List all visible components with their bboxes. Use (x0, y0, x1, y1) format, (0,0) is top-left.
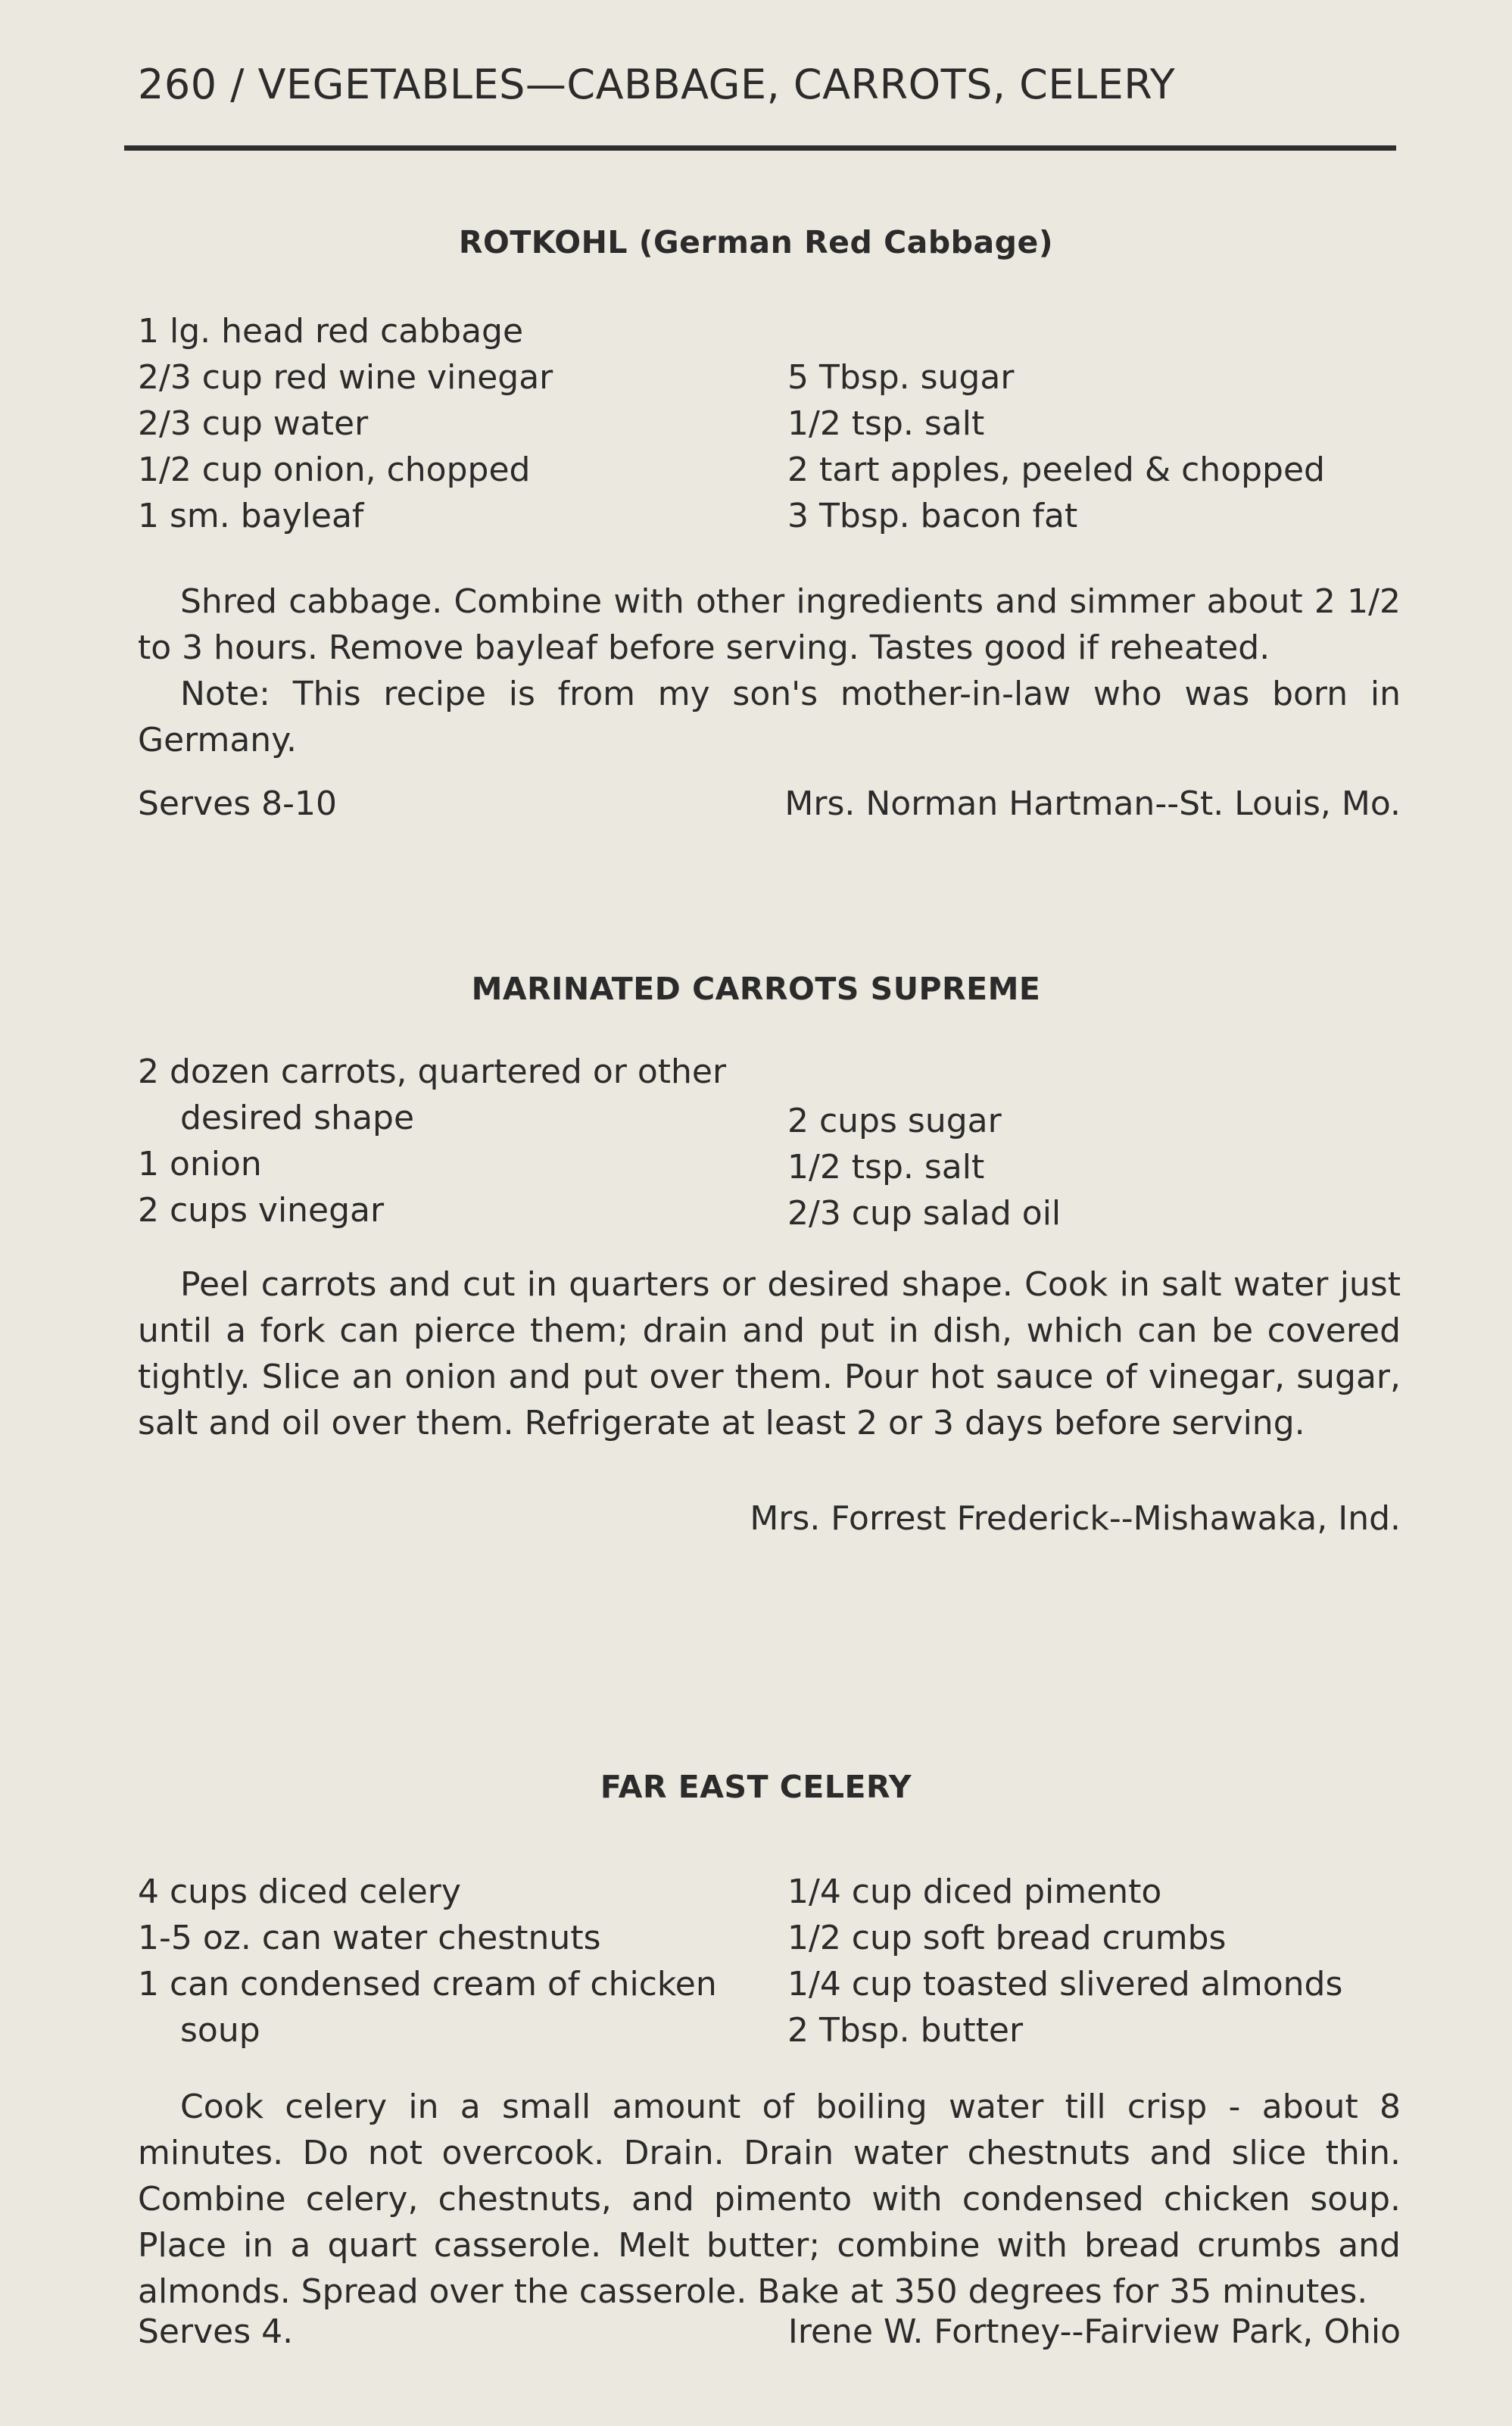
ingredient: soup (180, 2011, 260, 2050)
page-header: 260 / VEGETABLES—CABBAGE, CARROTS, CELERY (138, 61, 1176, 108)
ingredient: 2 tart apples, peeled & chopped (787, 451, 1325, 489)
ingredients-right (787, 354, 1325, 539)
recipe-title: ROTKOHL (German Red Cabbage) (458, 224, 1054, 260)
recipe-directions (138, 1261, 1401, 1446)
contributor: Mrs. Norman Hartman--St. Louis, Mo. (784, 784, 1401, 823)
recipe-title: MARINATED CARROTS SUPREME (471, 971, 1041, 1007)
contributor: Mrs. Forrest Frederick--Mishawaka, Ind. (750, 1499, 1401, 1538)
ingredient: 2/3 cup water (138, 404, 369, 443)
ingredient: 1/2 cup onion, chopped (138, 451, 531, 489)
ingredient: 1/2 tsp. salt (787, 404, 985, 443)
ingredient: 1 can condensed cream of chicken (138, 1965, 717, 2003)
ingredients-left (138, 308, 553, 539)
serves-text: Serves 4. (138, 2312, 294, 2351)
ingredient: 1/2 cup soft bread crumbs (787, 1919, 1227, 1957)
recipe-directions (138, 578, 1401, 763)
recipe-title: FAR EAST CELERY (600, 1769, 912, 1805)
ingredient: 1/4 cup toasted slivered almonds (787, 1965, 1343, 2003)
header-rule (124, 145, 1396, 151)
ingredient: 1 onion (138, 1145, 262, 1183)
ingredient: 1 lg. head red cabbage (138, 312, 524, 351)
ingredient: 2/3 cup salad oil (787, 1194, 1062, 1233)
ingredients-left (138, 1049, 726, 1233)
recipe-directions (138, 2084, 1401, 2315)
directions-text: Shred cabbage. Combine with other ingredients and simmer about 2 1/2 to 3 hours. Remove bayleaf before serving. Tastes good if reheated. (138, 582, 1401, 667)
ingredients-right (787, 1869, 1342, 2053)
ingredient: 2 dozen carrots, quartered or other (138, 1052, 727, 1091)
ingredient: 1 sm. bayleaf (138, 497, 364, 535)
ingredients-right (787, 1098, 1061, 1236)
ingredient: 4 cups diced celery (138, 1873, 461, 1911)
ingredient: 2 cups vinegar (138, 1191, 385, 1230)
recipe-note: Note: This recipe is from my son's mother-in-law who was born in Germany. (138, 675, 1401, 759)
serves-text: Serves 8-10 (138, 784, 337, 823)
directions-text: Cook celery in a small amount of boiling water till crisp - about 8 minutes. Do not overcook. Drain. Drain water chestnuts and slice thin. Combine celery, chestnuts, and pimento with condensed chicken soup. Place in a quart casserole. Melt butter; combine with bread crumbs and almonds. Spread over the casserole. Bake at 350 degrees for 35 minutes. (138, 2088, 1401, 2311)
ingredient: 1/4 cup diced pimento (787, 1873, 1162, 1911)
directions-text: Peel carrots and cut in quarters or desired shape. Cook in salt water just until a fork can pierce them; drain and put in dish, which can be covered tightly. Slice an onion and put over them. Pour hot sauce of vinegar, sugar, salt and oil over them. Refrigerate at least 2 or 3 days before serving. (138, 1265, 1401, 1442)
ingredient: 3 Tbsp. bacon fat (787, 497, 1078, 535)
ingredient: 1-5 oz. can water chestnuts (138, 1919, 601, 1957)
contributor: Irene W. Fortney--Fairview Park, Ohio (787, 2312, 1401, 2351)
ingredient: 2 cups sugar (787, 1102, 1002, 1140)
ingredient: 2/3 cup red wine vinegar (138, 358, 553, 397)
ingredient: desired shape (180, 1099, 415, 1137)
ingredient: 2 Tbsp. butter (787, 2011, 1024, 2050)
ingredients-left (138, 1869, 717, 2053)
ingredient: 1/2 tsp. salt (787, 1148, 985, 1186)
ingredient: 5 Tbsp. sugar (787, 358, 1015, 397)
